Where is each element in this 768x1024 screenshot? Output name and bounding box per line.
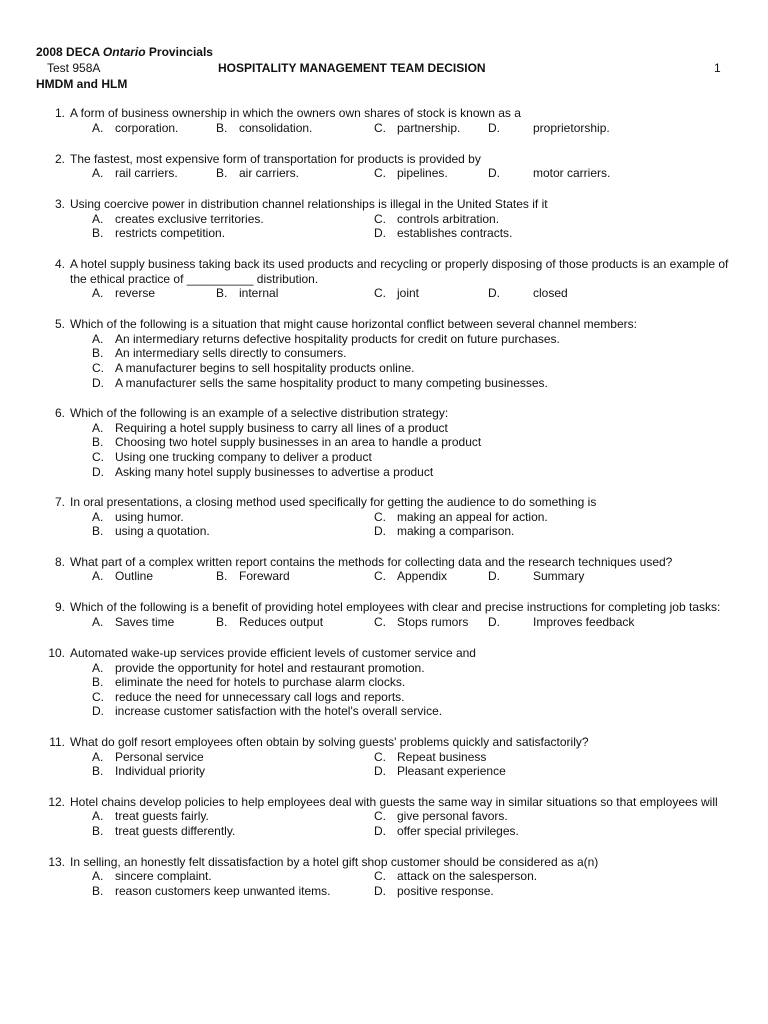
option-text: Individual priority	[115, 764, 206, 779]
question-item	[0, 646, 768, 719]
option-text: Pleasant experience	[397, 764, 506, 779]
option-text: using a quotation.	[115, 524, 210, 539]
answer-option	[374, 615, 468, 630]
option-letter: D.	[374, 524, 386, 539]
answer-option	[92, 226, 374, 241]
option-text: closed	[533, 286, 568, 301]
answer-options	[0, 421, 768, 479]
answer-options	[92, 869, 768, 898]
question-number: 3.	[54, 197, 65, 212]
option-letter: B.	[216, 286, 228, 301]
option-text: give personal favors.	[397, 809, 508, 824]
option-text: creates exclusive territories.	[115, 211, 264, 226]
answer-option	[216, 286, 278, 301]
answer-options	[0, 332, 768, 390]
option-letter: C.	[374, 286, 386, 301]
option-text: using humor.	[115, 509, 184, 524]
option-text: Improves feedback	[533, 615, 635, 630]
option-letter: A.	[92, 569, 104, 584]
option-letter: B.	[216, 120, 228, 135]
option-letter: B.	[92, 883, 104, 898]
answer-option	[374, 524, 694, 539]
question-number: 6.	[54, 406, 65, 421]
question-item	[0, 855, 768, 899]
option-text: Choosing two hotel supply businesses in an area to handle a product	[115, 435, 482, 450]
option-letter: B.	[92, 824, 104, 838]
answer-option	[92, 376, 768, 391]
answer-option	[92, 361, 768, 376]
option-text: motor carriers.	[533, 166, 611, 181]
answer-option	[488, 569, 585, 584]
answer-option	[374, 121, 460, 136]
answer-option	[374, 764, 694, 779]
option-letter: D.	[488, 569, 500, 584]
answer-option	[216, 121, 312, 136]
option-letter: D.	[92, 704, 104, 719]
question-item	[0, 257, 768, 301]
option-letter: D.	[488, 166, 500, 181]
question-number: 4.	[54, 256, 65, 271]
option-text: Asking many hotel supply businesses to advertise a product	[115, 464, 434, 479]
answer-option	[216, 615, 323, 630]
answer-option	[374, 884, 694, 899]
question-text: What part of a complex written report contains the methods for collecting data and the research techniques used?	[70, 554, 673, 569]
option-letter: A.	[92, 166, 104, 181]
answer-option	[374, 166, 448, 181]
answer-option	[374, 510, 694, 525]
answer-option	[374, 824, 694, 839]
option-letter: B.	[92, 764, 104, 779]
answer-options	[0, 286, 768, 301]
answer-option	[488, 120, 610, 136]
option-text: air carriers.	[239, 166, 300, 181]
question-text: A hotel supply business taking back its used products and recycling or properly disposing of those products is an example of the ethical practice of __________ distribution.	[70, 256, 729, 286]
option-letter: D.	[374, 764, 386, 779]
answer-option	[92, 764, 374, 779]
option-text: attack on the salesperson.	[397, 869, 538, 884]
answer-option	[216, 569, 290, 584]
page-number: 1	[714, 61, 721, 75]
option-letter: C.	[374, 211, 386, 226]
option-text: increase customer satisfaction with the hotel's overall service.	[115, 704, 443, 719]
option-letter: A.	[92, 509, 104, 524]
option-text: Using one trucking company to deliver a product	[115, 449, 372, 464]
answer-option	[92, 690, 768, 705]
answer-option	[374, 569, 447, 584]
answer-option	[374, 286, 419, 301]
answer-option	[374, 750, 694, 765]
question-text: Which of the following is an example of a selective distribution strategy:	[70, 406, 449, 421]
question-item	[0, 197, 768, 241]
option-text: rail carriers.	[115, 166, 178, 181]
question-item	[0, 406, 768, 479]
answer-option	[216, 166, 299, 181]
option-letter: A.	[92, 286, 104, 301]
option-text: positive response.	[397, 883, 494, 898]
answer-option	[92, 824, 374, 839]
option-letter: A.	[92, 809, 104, 824]
question-number: 12.	[48, 794, 65, 809]
answer-option	[92, 675, 768, 690]
question-number: 10.	[48, 646, 65, 661]
answer-option	[488, 166, 611, 181]
answer-option	[92, 286, 155, 301]
answer-options	[0, 166, 768, 181]
option-letter: C.	[92, 360, 104, 375]
option-letter: A.	[92, 869, 104, 884]
option-text: partnership.	[397, 120, 461, 135]
option-text: provide the opportunity for hotel and restaurant promotion.	[115, 660, 425, 675]
option-text: establishes contracts.	[397, 226, 513, 241]
option-letter: B.	[92, 675, 104, 690]
answer-options	[92, 212, 768, 241]
option-text: restricts competition.	[115, 226, 226, 241]
question-item	[0, 735, 768, 779]
option-text: eliminate the need for hotels to purchase alarm clocks.	[115, 675, 406, 690]
option-text: Reduces output	[239, 615, 324, 630]
question-item	[0, 495, 768, 539]
question-number: 9.	[54, 600, 65, 615]
question-number: 1.	[54, 106, 65, 120]
option-text: reduce the need for unnecessary call logs and reports.	[115, 689, 405, 704]
question-item	[0, 795, 768, 839]
option-text: Foreward	[239, 569, 290, 584]
option-text: An intermediary returns defective hospitality products for credit on future purchases.	[115, 331, 560, 346]
option-letter: D.	[488, 615, 500, 630]
option-text: proprietorship.	[533, 120, 610, 135]
answer-option	[92, 465, 768, 480]
question-text: Which of the following is a situation that might cause horizontal conflict between several channel members:	[70, 317, 637, 332]
answer-option	[374, 809, 694, 824]
answer-option	[374, 226, 694, 241]
question-number: 5.	[54, 317, 65, 332]
option-text: making a comparison.	[397, 524, 515, 539]
option-letter: C.	[374, 809, 386, 824]
option-letter: C.	[374, 166, 386, 181]
option-text: reason customers keep unwanted items.	[115, 883, 331, 898]
answer-option	[92, 332, 768, 347]
answer-options	[0, 569, 768, 584]
option-text: making an appeal for action.	[397, 509, 548, 524]
option-letter: B.	[216, 166, 228, 181]
option-letter: B.	[92, 226, 104, 241]
question-item	[0, 152, 768, 182]
option-text: Stops rumors	[397, 615, 469, 630]
answer-option	[92, 704, 768, 719]
answer-option	[488, 615, 635, 630]
option-letter: D.	[488, 120, 500, 135]
question-number: 11.	[49, 735, 65, 750]
option-text: Requiring a hotel supply business to carry all lines of a product	[115, 420, 448, 435]
answer-option	[92, 869, 374, 884]
option-letter: C.	[374, 120, 386, 135]
option-letter: A.	[92, 211, 104, 226]
question-item	[0, 317, 768, 390]
event-heading	[36, 45, 213, 60]
option-letter: D.	[92, 464, 104, 479]
answer-options	[92, 750, 768, 779]
answer-options	[92, 510, 768, 539]
answer-options	[0, 661, 768, 719]
document-subtitle: HMDM and HLM	[36, 77, 128, 91]
option-letter: B.	[216, 615, 228, 630]
answer-option	[374, 869, 694, 884]
option-text: treat guests differently.	[115, 824, 236, 838]
answer-option	[92, 166, 178, 181]
answer-option	[92, 661, 768, 676]
option-letter: B.	[92, 346, 104, 361]
option-letter: A.	[92, 420, 104, 435]
option-letter: B.	[92, 524, 104, 539]
answer-option	[488, 286, 568, 301]
question-number: 13.	[48, 854, 65, 869]
question-item	[0, 106, 768, 136]
answer-option	[374, 212, 694, 227]
question-number: 2.	[54, 151, 65, 166]
option-text: Personal service	[115, 749, 204, 764]
option-text: Outline	[115, 569, 154, 584]
option-letter: A.	[92, 660, 104, 675]
option-text: sincere complaint.	[115, 869, 212, 884]
question-list	[0, 106, 768, 914]
test-id: Test 958A	[47, 61, 101, 75]
answer-option	[92, 121, 178, 136]
option-letter: C.	[374, 615, 386, 630]
option-letter: C.	[374, 869, 386, 884]
question-text: Automated wake-up services provide efficient levels of customer service and	[70, 646, 476, 661]
answer-option	[92, 346, 768, 361]
question-text: In oral presentations, a closing method used specifically for getting the audience to do something is	[70, 495, 597, 510]
option-letter: D.	[92, 375, 104, 390]
option-text: A manufacturer sells the same hospitality product to many competing businesses.	[115, 375, 548, 390]
option-letter: D.	[488, 286, 500, 301]
question-text: The fastest, most expensive form of transportation for products is provided by	[70, 151, 481, 166]
answer-options	[0, 121, 768, 136]
option-text: internal	[239, 286, 279, 301]
question-text: In selling, an honestly felt dissatisfaction by a hotel gift shop customer should be considered as a(n)	[70, 854, 599, 869]
question-text: What do golf resort employees often obtain by solving guests' problems quickly and satisfactorily?	[70, 735, 589, 750]
answer-option	[92, 569, 153, 584]
option-text: treat guests fairly.	[115, 809, 209, 824]
document-title: HOSPITALITY MANAGEMENT TEAM DECISION	[218, 61, 486, 75]
option-text: Summary	[533, 569, 585, 584]
answer-option	[92, 615, 174, 630]
answer-option	[92, 524, 374, 539]
option-text: pipelines.	[397, 166, 448, 181]
question-text: Hotel chains develop policies to help employees deal with guests the same way in similar situations so that employees will	[70, 794, 718, 809]
answer-option	[92, 884, 374, 899]
option-text: Saves time	[115, 615, 175, 630]
option-text: reverse	[115, 286, 156, 301]
answer-option	[92, 435, 768, 450]
option-text: An intermediary sells directly to consumers.	[115, 346, 347, 361]
option-letter: D.	[374, 883, 386, 898]
option-letter: D.	[374, 226, 386, 241]
answer-option	[92, 450, 768, 465]
question-text: Which of the following is a benefit of providing hotel employees with clear and precise instructions for completing job tasks:	[70, 600, 721, 615]
event-heading-province: Ontario	[102, 45, 146, 59]
option-letter: A.	[92, 615, 104, 630]
question-item	[0, 555, 768, 585]
answer-option	[92, 510, 374, 525]
question-number: 8.	[54, 554, 65, 569]
answer-option	[92, 421, 768, 436]
option-text: Appendix	[397, 569, 448, 584]
event-heading-pre: 2008 DECA	[36, 45, 103, 59]
option-text: corporation.	[115, 120, 179, 135]
option-letter: C.	[374, 509, 386, 524]
option-letter: B.	[216, 569, 228, 584]
option-letter: A.	[92, 749, 104, 764]
answer-option	[92, 212, 374, 227]
option-text: controls arbitration.	[397, 211, 500, 226]
question-text: A form of business ownership in which the owners own shares of stock is known as a	[70, 106, 521, 120]
option-text: consolidation.	[239, 120, 313, 135]
option-text: Repeat business	[397, 749, 487, 764]
option-letter: D.	[374, 824, 386, 838]
answer-options	[92, 809, 768, 838]
answer-option	[92, 750, 374, 765]
question-item	[0, 600, 768, 630]
option-letter: A.	[92, 120, 104, 135]
option-letter: C.	[92, 449, 104, 464]
answer-options	[0, 615, 768, 630]
event-heading-post: Provincials	[145, 45, 213, 59]
option-letter: C.	[92, 689, 104, 704]
option-text: joint	[397, 286, 420, 301]
option-letter: A.	[92, 331, 104, 346]
question-number: 7.	[54, 495, 65, 510]
answer-option	[92, 809, 374, 824]
option-text: offer special privileges.	[397, 824, 519, 838]
option-text: A manufacturer begins to sell hospitality products online.	[115, 360, 415, 375]
question-text: Using coercive power in distribution channel relationships is illegal in the United States if it	[70, 197, 548, 212]
option-letter: C.	[374, 749, 386, 764]
option-letter: C.	[374, 569, 386, 584]
option-letter: B.	[92, 435, 104, 450]
